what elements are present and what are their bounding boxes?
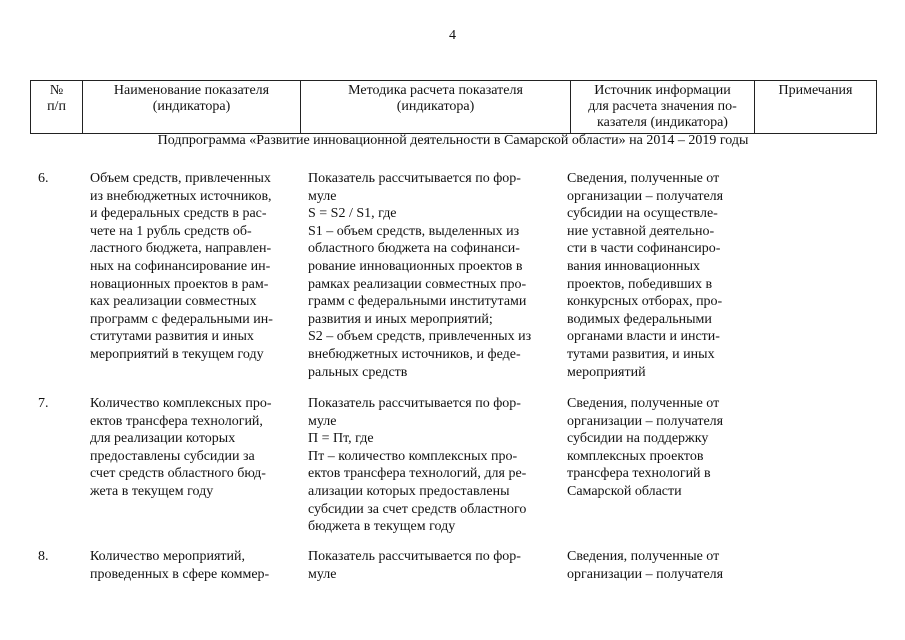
information-source: Сведения, полученные от организации – получателя субсидии на осуществле- ние уставной деятельно- сти в части софинансиро- вания инновационных проектов, победивших в конкурсных отборах, про- водимых федеральными органами власти и инсти- тутами развития, и иных мероприятий xyxy=(567,171,724,380)
header-source: Источник информации для расчета значения по- казателя (индикатора) xyxy=(571,81,755,134)
calculation-method: Показатель рассчитывается по фор- муле П = Пт, где Пт – количество комплексных про- ектов трансфера технологий, для ре- ализации которых предоставлены субсидии за счет средств областного бюджета в текущем году xyxy=(308,396,527,535)
indicator-name: Объем средств, привлеченных из внебюджетных источников, и федеральных средств в рас- чете на 1 рубль средств об- ластного бюджета, направлен- ных на софинансирование ин- новационных проектов в рам- ках реализации совместных программ с федеральными ин- ститутами развития и иных мероприятий в текущем году xyxy=(90,171,273,362)
header-method: Методика расчета показателя (индикатора) xyxy=(301,81,571,134)
information-source: Сведения, полученные от организации – получателя субсидии на поддержку комплексных проектов трансфера технологий в Самарской области xyxy=(567,396,724,499)
row-number: 8. xyxy=(38,549,49,564)
header-notes: Примечания xyxy=(755,81,877,134)
table-header xyxy=(30,80,877,134)
row-number: 7. xyxy=(38,396,49,411)
indicator-name: Количество мероприятий, проведенных в сфере коммер- xyxy=(90,549,270,582)
calculation-method: Показатель рассчитывается по фор- муле xyxy=(308,549,521,582)
calculation-method: Показатель рассчитывается по фор- муле S = S2 / S1, где S1 – объем средств, выделенных из областного бюджета на софинанси- рование инновационных проектов в рамках реализации совместных про- грамм с федеральными институтами развития и иных мероприятий; S2 – объем средств, привлеченных из внебюджетных источников, и феде- ральных средств xyxy=(308,171,532,380)
information-source: Сведения, полученные от организации – получателя xyxy=(567,549,724,582)
page-number: 4 xyxy=(449,28,456,43)
header-num: № п/п xyxy=(31,81,83,134)
indicator-name: Количество комплексных про- ектов трансфера технологий, для реализации которых предоставлены субсидии за счет средств областного бюд- жета в текущем году xyxy=(90,396,272,499)
row-number: 6. xyxy=(38,171,49,186)
header-name: Наименование показателя (индикатора) xyxy=(83,81,301,134)
subprogram-title: Подпрограмма «Развитие инновационной деятельности в Самарской области» на 2014 – 2019 годы xyxy=(157,133,749,148)
